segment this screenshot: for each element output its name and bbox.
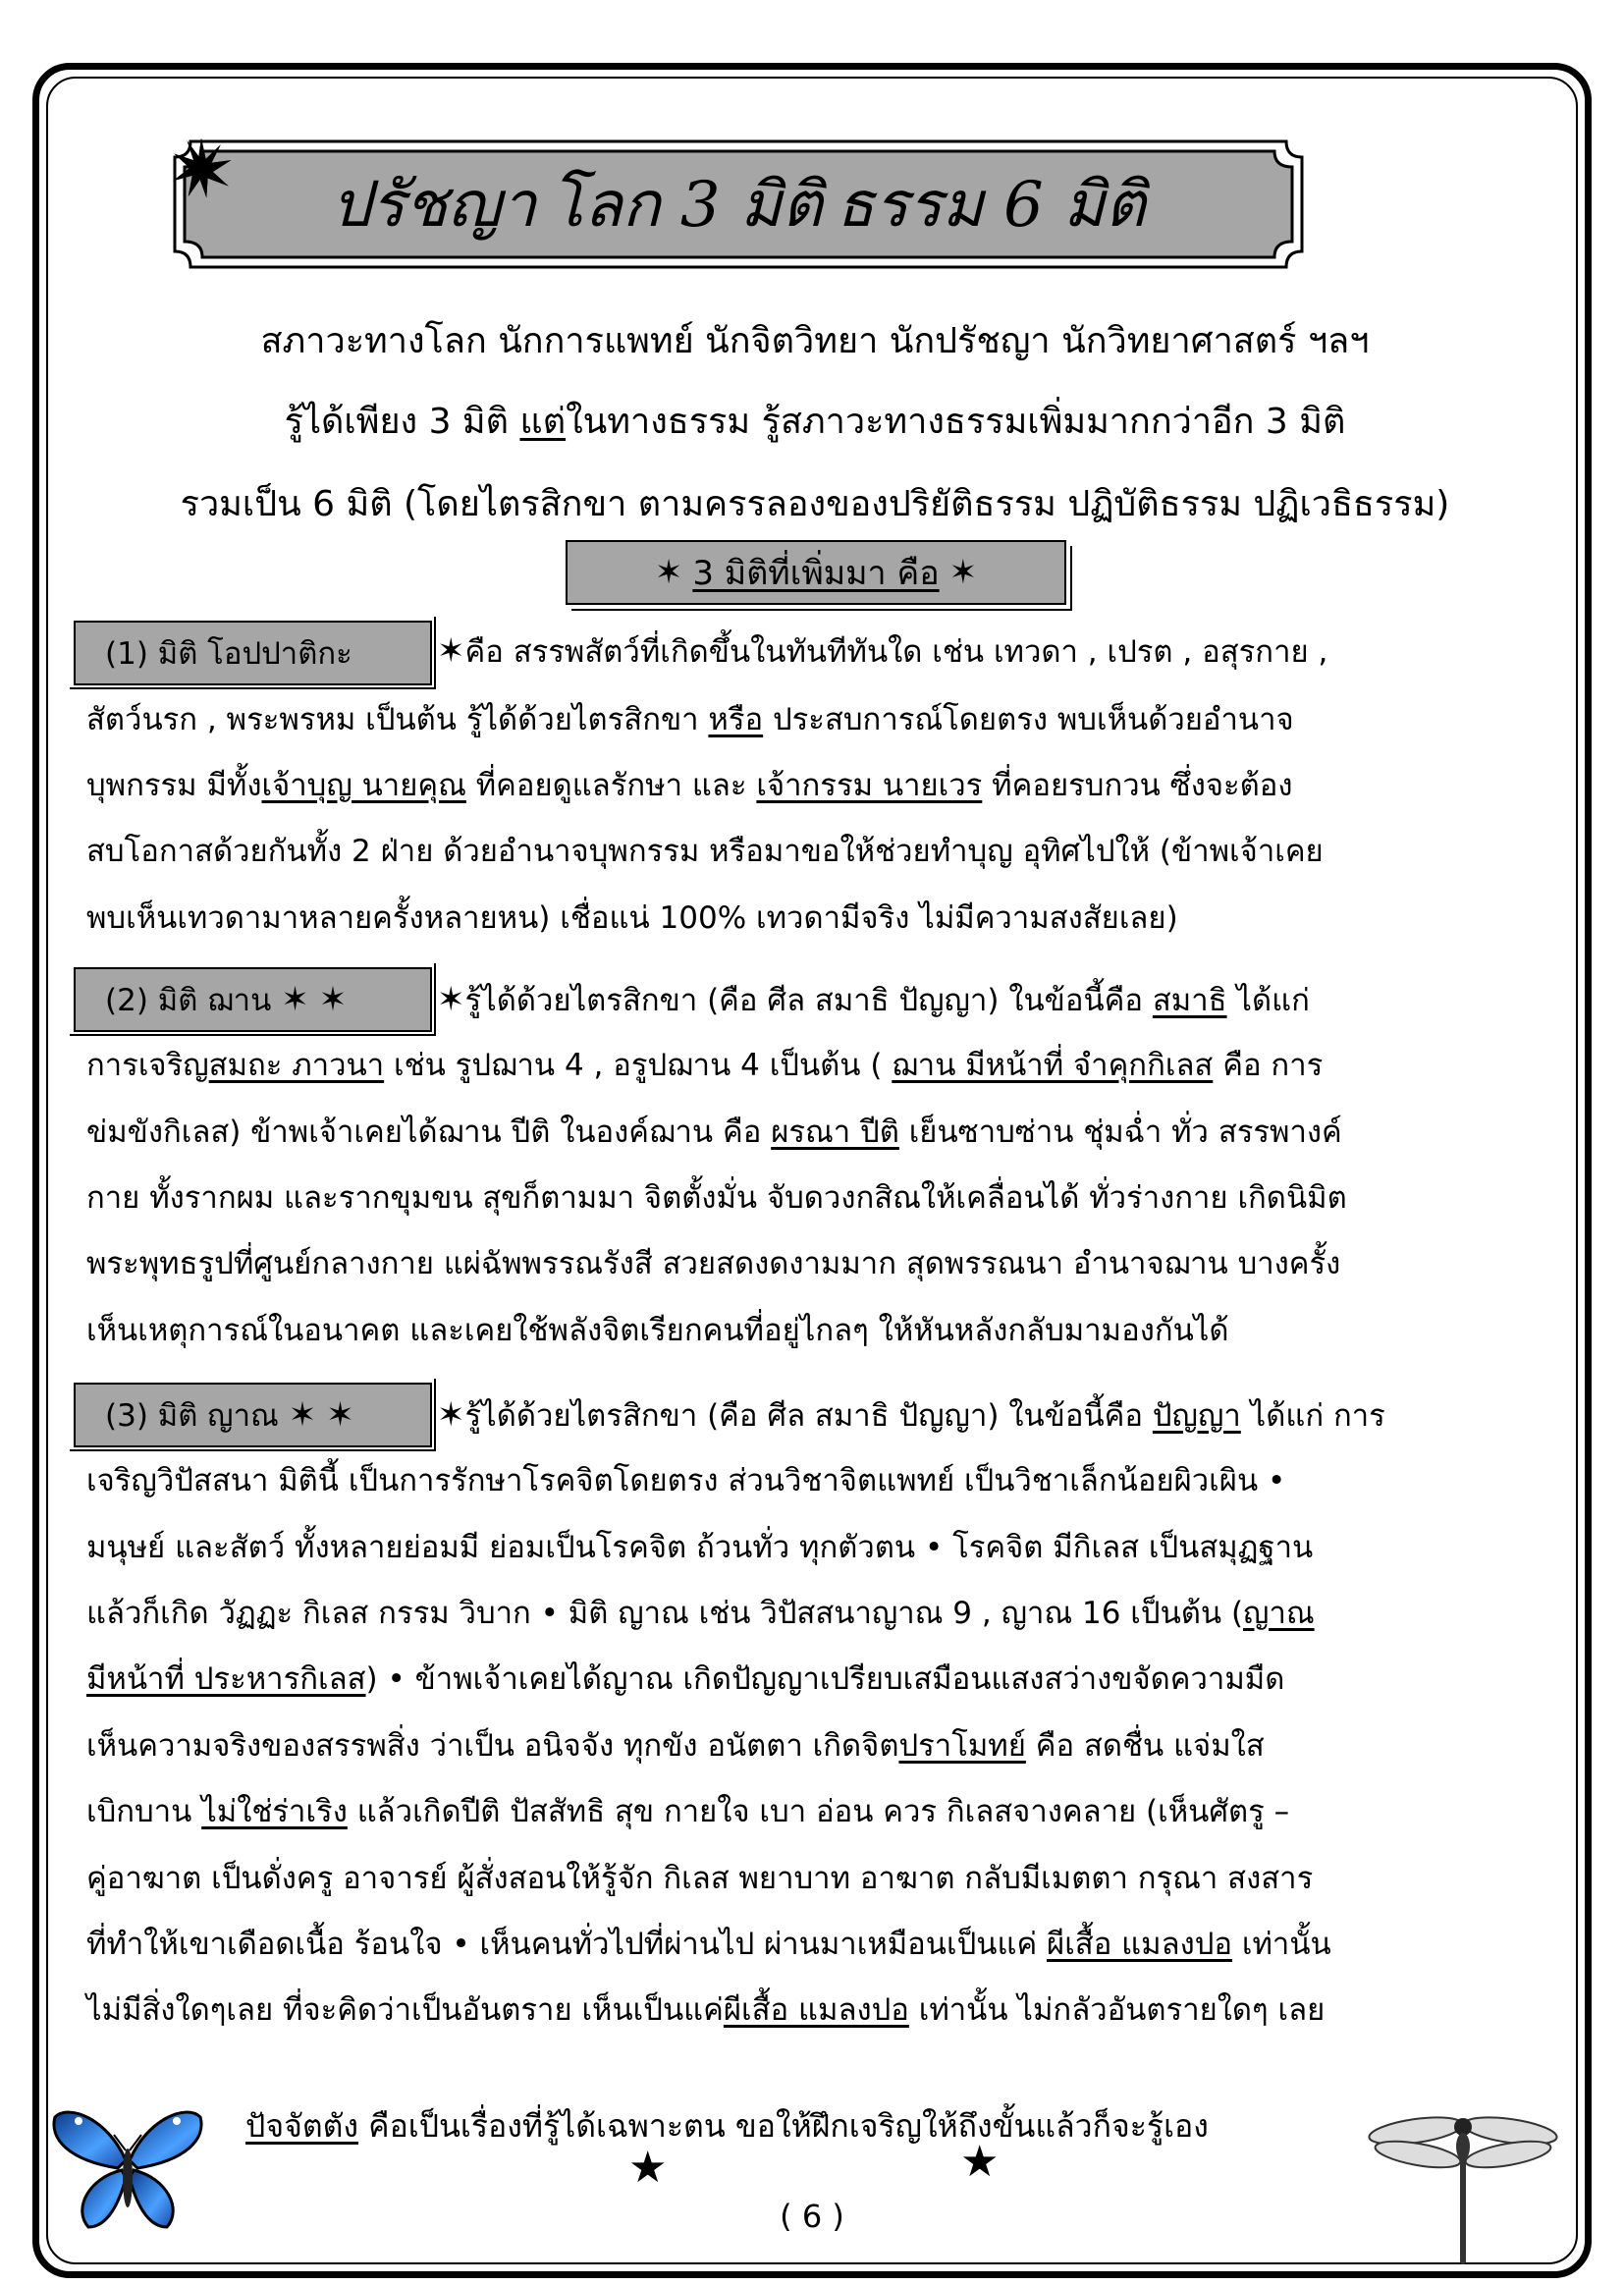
title-part-middle: โลก 3 มิติ bbox=[550, 169, 823, 242]
intro-line-2-b: ในทางธรรม รู้สภาวะทางธรรมเพิ่มมากกว่าอีก 3 มิติ bbox=[566, 402, 1346, 442]
body-text-run: ที่ทำให้เขาเดือดเนื้อ ร้อนใจ • เห็นคนทั่วไปที่ผ่านไป ผ่านมาเหมือนเป็นแค่ bbox=[86, 1927, 1048, 1962]
body-text-run: เจริญวิปัสสนา มิตินี้ เป็นการรักษาโรคจิตโดยตรง ส่วนวิชาจิตแพทย์ เป็นวิชาเล็กน้อยผิวเผิน • bbox=[86, 1463, 1286, 1498]
intro-line-1: สภาวะทางโลก นักการแพทย์ นักจิตวิทยา นักปรัชญา นักวิทยาศาสตร์ ฯลฯ bbox=[260, 321, 1370, 361]
section-label-3-text: (3) มิติ ญาณ bbox=[105, 1398, 279, 1434]
title-banner bbox=[169, 136, 1308, 273]
section-label-1-text: (1) มิติ โอปปาติกะ bbox=[105, 636, 352, 672]
page-number: ( 6 ) bbox=[780, 2198, 844, 2235]
underlined-text: ปราโมทย์ bbox=[898, 1728, 1026, 1764]
body-text-run: บุพกรรม มีทั้ง bbox=[86, 768, 262, 803]
body-text-run: เย็นซาบซ่าน ชุ่มฉ่ำ ทั่ว สรรพางค์ bbox=[898, 1115, 1342, 1150]
underlined-text: เจ้าบุญ นายคุณ bbox=[261, 768, 466, 803]
body-text-run: ที่คอยดูแลรักษา และ bbox=[465, 768, 757, 803]
body-text-run: ได้แก่ การ bbox=[1240, 1398, 1385, 1434]
closing-line bbox=[245, 2103, 1209, 2149]
intro-line-2-a: รู้ได้เพียง 3 มิติ bbox=[284, 402, 520, 442]
section-2-line bbox=[86, 1043, 1323, 1088]
section-label-3 bbox=[74, 1383, 432, 1447]
underlined-text: ผรณา ปีติ bbox=[771, 1115, 899, 1150]
section-3-line bbox=[86, 1591, 1315, 1636]
body-text-run: ได้แก่ bbox=[1226, 983, 1310, 1018]
underlined-text: ผีเสื้อ แมลงปอ bbox=[723, 1992, 909, 2028]
body-text-run: แล้วเกิดปีติ ปัสสัทธิ สุข กายใจ เบา อ่อน ควร กิเลสจางคลาย (เห็นศัตรู – bbox=[347, 1794, 1290, 1829]
section-3-line bbox=[86, 1922, 1331, 1967]
body-text-run: ข่มขังกิเลส) ข้าพเจ้าเคยได้ฌาน ปีติ ในองค์ฌาน คือ bbox=[86, 1115, 772, 1150]
section-1-line bbox=[86, 697, 1294, 742]
section-3-line bbox=[86, 1789, 1289, 1834]
underlined-text: ฌาน มีหน้าที่ จำคุกกิเลส bbox=[892, 1048, 1214, 1083]
page-title bbox=[169, 136, 1308, 273]
dragonfly-icon bbox=[1365, 2094, 1561, 2270]
body-text-run: เท่านั้น ไม่กลัวอันตรายใดๆ เลย bbox=[908, 1992, 1326, 2028]
body-text-run: พบเห็นเทวดามาหลายครั้งหลายหน) เชื่อแน่ 100% เทวดามีจริง ไม่มีความสงสัยเลย) bbox=[86, 900, 1178, 936]
body-text-run: สัตว์นรก , พระพรหม เป็นต้น รู้ได้ด้วยไตรสิกขา bbox=[86, 702, 709, 737]
four-point-star-icon: ✶ bbox=[326, 1395, 354, 1435]
body-text-run: รู้ได้ด้วยไตรสิกขา (คือ ศีล สมาธิ ปัญญา) ในข้อนี้คือ bbox=[464, 1398, 1153, 1434]
section-2-line bbox=[86, 1308, 1229, 1353]
section-3-line bbox=[86, 1525, 1313, 1570]
section-3-line bbox=[86, 1723, 1265, 1768]
section-1-line bbox=[437, 628, 1327, 675]
underlined-text: ปัญญา bbox=[1152, 1398, 1241, 1434]
title-part-left: ปรัชญา bbox=[331, 169, 537, 242]
underlined-text: ไม่ใช่ร่าเริง bbox=[201, 1794, 348, 1829]
starburst-icon bbox=[169, 136, 234, 200]
four-point-star-icon: ✶ bbox=[318, 980, 348, 1019]
section-2-line bbox=[86, 1241, 1340, 1286]
section-3-line bbox=[86, 1856, 1313, 1901]
section-label-1 bbox=[74, 621, 432, 685]
closing-underlined: ปัจจัตตัง bbox=[245, 2107, 358, 2145]
underlined-text: หรือ bbox=[708, 702, 764, 737]
section-1-line bbox=[86, 763, 1293, 808]
body-text-run: เช่น รูปฌาน 4 , อรูปฌาน 4 เป็นต้น ( bbox=[384, 1048, 893, 1083]
section-label-2 bbox=[74, 967, 432, 1032]
underlined-text: สมถะ ภาวนา bbox=[208, 1048, 385, 1083]
section-1-line bbox=[86, 896, 1178, 941]
body-text-run: คือ สดชื่น แจ่มใส bbox=[1025, 1728, 1265, 1764]
body-text-run: เห็นเหตุการณ์ในอนาคต และเคยใช้พลังจิตเรียกคนที่อยู่ไกลๆ ให้หันหลังกลับมามองกันได้ bbox=[86, 1313, 1229, 1348]
body-text-run: แล้วก็เกิด วัฏฏะ กิเลส กรรม วิบาก • มิติ ญาณ เช่น วิปัสสนาญาณ 9 , ญาณ 16 เป็นต้น ( bbox=[86, 1596, 1244, 1631]
section-3-line bbox=[86, 1458, 1285, 1503]
underlined-text: มีหน้าที่ ประหารกิเลส bbox=[86, 1661, 366, 1697]
body-text-run: คือ การ bbox=[1213, 1048, 1324, 1083]
four-point-star-icon: ✶ bbox=[437, 980, 465, 1019]
black-star-icon: ★ bbox=[628, 2143, 668, 2193]
section-2-line bbox=[437, 977, 1310, 1023]
body-text-run: ไม่มีสิ่งใดๆเลย ที่จะคิดว่าเป็นอันตราย เห็นเป็นแค่ bbox=[86, 1992, 724, 2028]
body-text-run: คือ สรรพสัตว์ที่เกิดขึ้นในทันทีทันใด เช่น เทวดา , เปรต , อสุรกาย , bbox=[464, 634, 1328, 670]
subheading-text: 3 มิติที่เพิ่มมา คือ bbox=[692, 554, 940, 593]
section-3-line bbox=[86, 1657, 1284, 1702]
body-text-run: การเจริญ bbox=[86, 1048, 209, 1083]
section-3-line bbox=[86, 1987, 1325, 2033]
six-point-star-icon: ✶ bbox=[948, 553, 978, 592]
body-text-run: กาย ทั้งรากผม และรากขุมขน สุขก็ตามมา จิตตั้งมั่น จับดวงกสิณให้เคลื่อนได้ ทั่วร่างกาย เกิดนิมิต bbox=[86, 1180, 1347, 1216]
section-label-2-text: (2) มิติ ฌาน bbox=[105, 983, 272, 1018]
four-point-star-icon: ✶ bbox=[437, 631, 465, 671]
intro-line-3: รวมเป็น 6 มิติ (โดยไตรสิกขา ตามครรลองของปริยัติธรรม ปฏิบัติธรรม ปฏิเวธิธรรม) bbox=[180, 484, 1450, 524]
body-text-run: ที่คอยรบกวน ซึ่งจะต้อง bbox=[982, 768, 1293, 803]
section-1-line bbox=[86, 829, 1324, 874]
black-star-icon: ★ bbox=[960, 2137, 1000, 2187]
six-point-star-icon: ✶ bbox=[654, 553, 683, 592]
section-2-line bbox=[86, 1175, 1347, 1221]
four-point-star-icon: ✶ bbox=[281, 980, 309, 1019]
intro-line-2 bbox=[79, 393, 1551, 449]
body-text-run: สบโอกาสด้วยกันทั้ง 2 ฝ่าย ด้วยอำนาจบุพกรรม หรือมาขอให้ช่วยทำบุญ อุทิศไปให้ (ข้าพเจ้าเคย bbox=[86, 834, 1324, 869]
section-3-line bbox=[437, 1392, 1385, 1439]
body-text-run: คู่อาฆาต เป็นดั่งครู อาจารย์ ผู้สั่งสอนให้รู้จัก กิเลส พยาบาท อาฆาต กลับมีเมตตา กรุณา สงสาร bbox=[86, 1861, 1314, 1896]
intro-line-2-underlined: แต่ bbox=[519, 402, 567, 442]
underlined-text: สมาธิ bbox=[1152, 983, 1227, 1018]
subheading-box bbox=[566, 540, 1066, 605]
title-part-right: ธรรม 6 มิติ bbox=[836, 169, 1146, 242]
body-text-run: พระพุทธรูปที่ศูนย์กลางกาย แผ่ฉัพพรรณรังสี สวยสดงดงามมาก สุดพรรณนา อำนาจฌาน บางครั้ง bbox=[86, 1246, 1341, 1281]
underlined-text: ญาณ bbox=[1243, 1596, 1315, 1631]
body-text-run: เบิกบาน bbox=[86, 1794, 202, 1829]
underlined-text: ผีเสื้อ แมลงปอ bbox=[1047, 1927, 1233, 1962]
body-text-run: รู้ได้ด้วยไตรสิกขา (คือ ศีล สมาธิ ปัญญา) ในข้อนี้คือ bbox=[464, 983, 1153, 1018]
four-point-star-icon: ✶ bbox=[437, 1395, 465, 1435]
body-text-run: มนุษย์ และสัตว์ ทั้งหลายย่อมมี ย่อมเป็นโรคจิต ถ้วนทั่ว ทุกตัวตน • โรคจิต มีกิเลส เป็นสมุฏฐาน bbox=[86, 1530, 1314, 1565]
closing-rest: คือเป็นเรื่องที่รู้ได้เฉพาะตน ขอให้ฝึกเจริญให้ถึงขั้นแล้วก็จะรู้เอง bbox=[358, 2107, 1209, 2145]
four-point-star-icon: ✶ bbox=[288, 1395, 317, 1435]
body-text-run: ) • ข้าพเจ้าเคยได้ญาณ เกิดปัญญาเปรียบเสมือนแสงสว่างขจัดความมืด bbox=[365, 1661, 1285, 1697]
body-text-run: ประสบการณ์โดยตรง พบเห็นด้วยอำนาจ bbox=[763, 702, 1294, 737]
underlined-text: เจ้ากรรม นายเวร bbox=[756, 768, 983, 803]
body-text-run: เห็นความจริงของสรรพสิ่ง ว่าเป็น อนิจจัง ทุกขัง อนัตตา เกิดจิต bbox=[86, 1728, 899, 1764]
body-text-run: เท่านั้น bbox=[1232, 1927, 1331, 1962]
section-2-line bbox=[86, 1110, 1342, 1155]
